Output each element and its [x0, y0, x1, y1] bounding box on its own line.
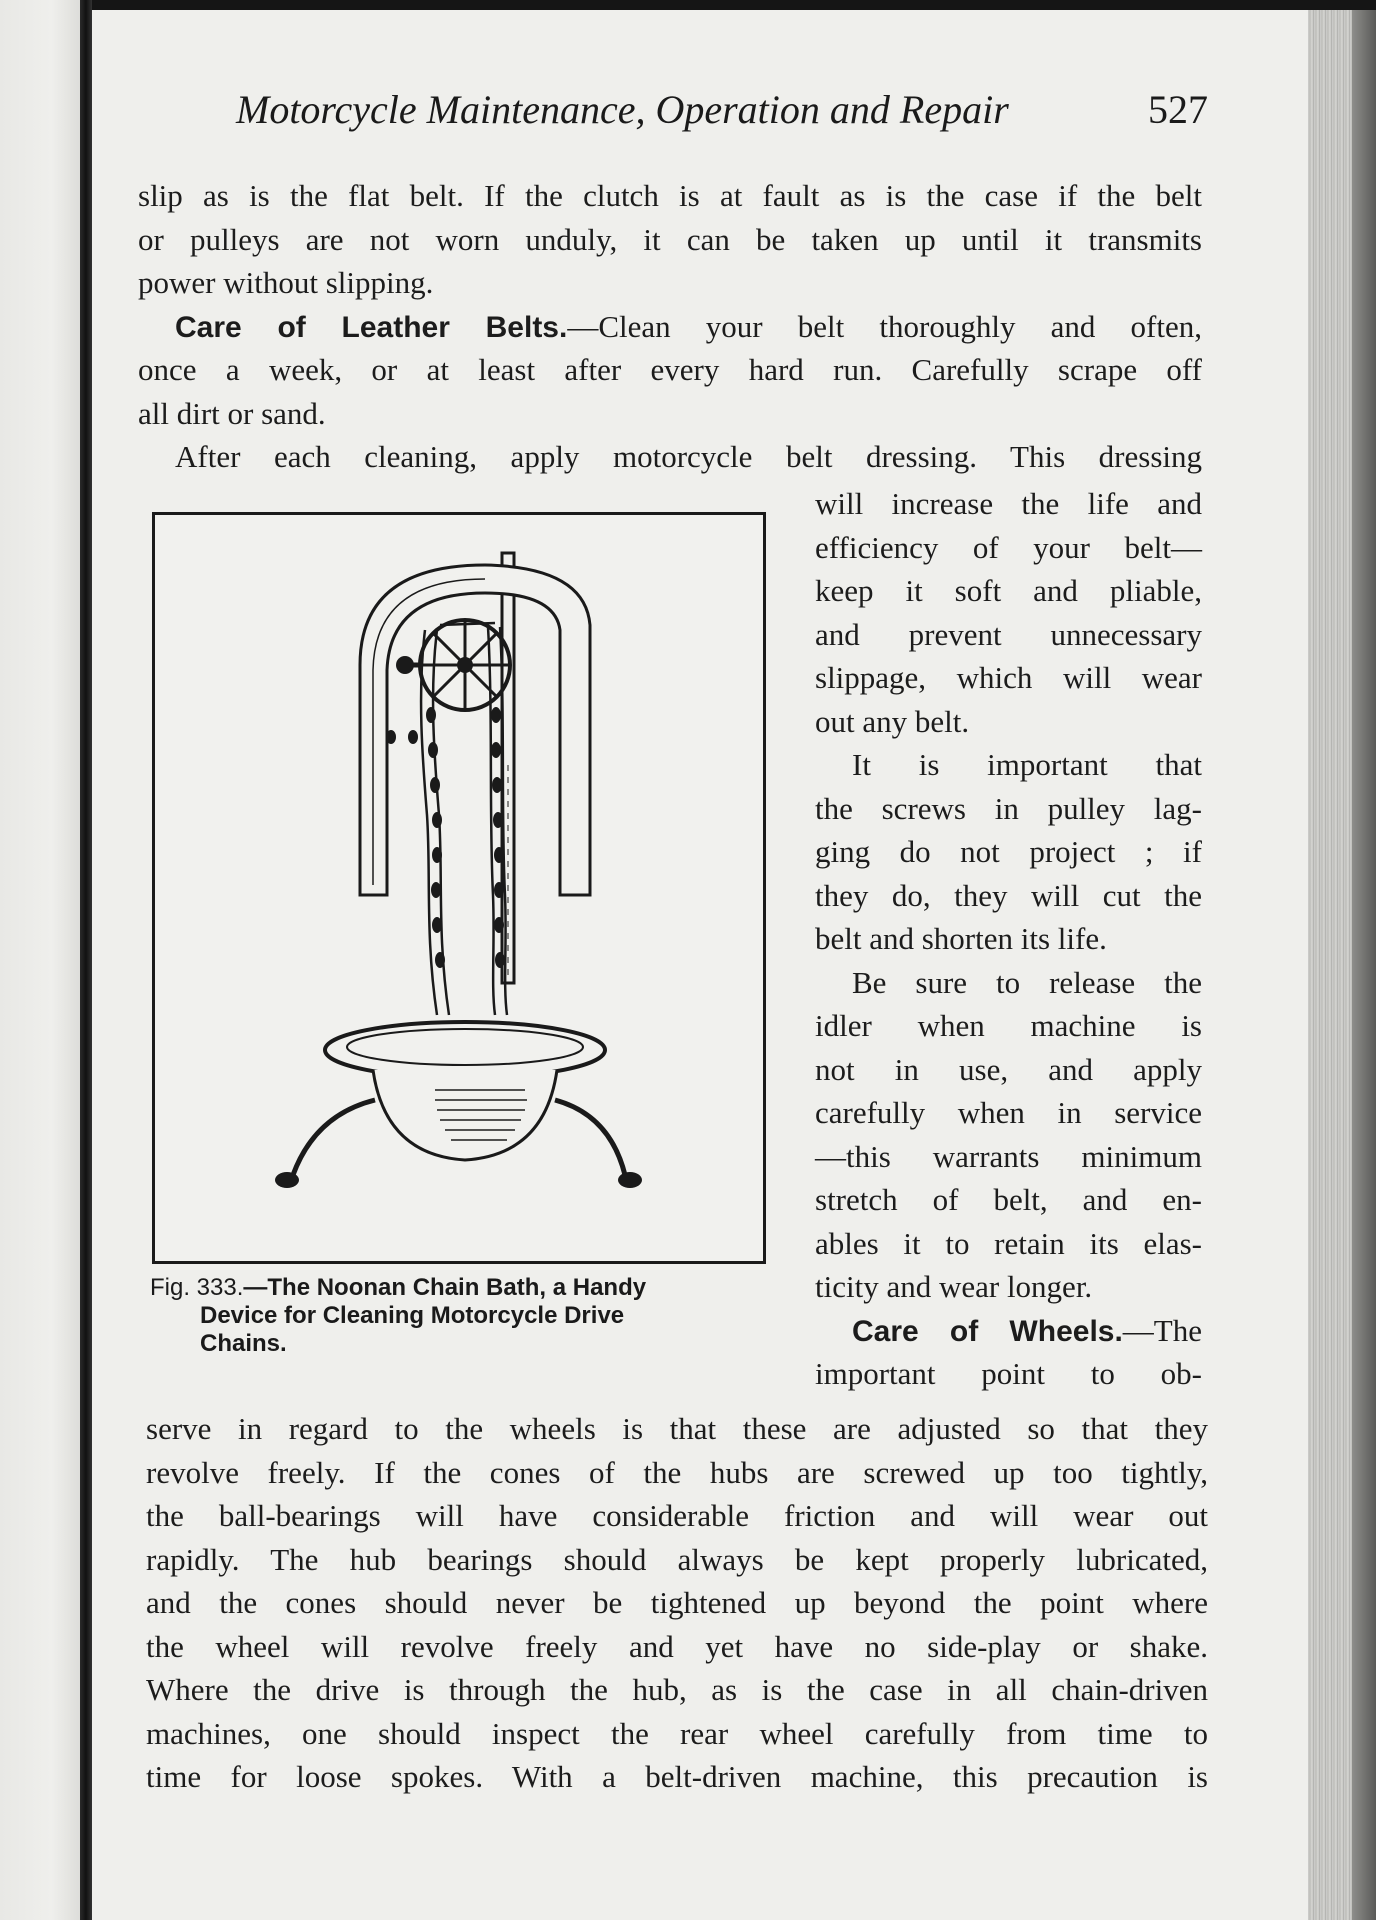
text-line: not in use, and apply	[815, 1051, 1202, 1087]
running-header	[236, 82, 1208, 142]
text-line: once a week, or at least after every hard run. Carefully scrape off	[138, 352, 1202, 387]
text-line: and prevent unnecessary	[815, 616, 1202, 652]
text-line: It is important that	[852, 747, 1202, 782]
sprocket-wheel	[396, 620, 510, 710]
text-span: —Clean your belt thoroughly and often,	[567, 308, 1202, 344]
book-gutter	[80, 0, 92, 1920]
text-line: After each cleaning, apply motorcycle belt dressing. This dressing	[175, 439, 1202, 474]
page-stack-shadow	[1352, 10, 1376, 1920]
text-line: important point to ob-	[815, 1356, 1202, 1391]
top-text-block	[138, 174, 1202, 479]
text-line: —this warrants minimum	[815, 1138, 1202, 1174]
text-line: the screws in pulley lag-	[815, 790, 1202, 826]
text-line: will increase the life and	[815, 486, 1202, 521]
section-heading-wheels: Care of Wheels.	[852, 1314, 1123, 1348]
figure-illustration	[152, 512, 766, 1264]
text-line: and the cones should never be tightened up beyond the point where	[146, 1585, 1208, 1620]
text-line: they do, they will cut the	[815, 877, 1202, 913]
text-line: all dirt or sand.	[138, 395, 326, 431]
oil-basin	[325, 1022, 605, 1160]
left-page-edge	[0, 0, 86, 1920]
section-heading-leather-belts: Care of Leather Belts.	[175, 310, 568, 344]
text-line: keep it soft and pliable,	[815, 573, 1202, 608]
text-line: the wheel will revolve freely and yet have no side-play or shake.	[146, 1628, 1208, 1664]
chain-links	[386, 707, 505, 968]
text-line: carefully when in service	[815, 1095, 1202, 1130]
left-foot	[275, 1172, 299, 1188]
text-line: Where the drive is through the hub, as is the case in all chain-driven	[146, 1672, 1208, 1707]
text-line: slippage, which will wear	[815, 660, 1202, 695]
text-line: the ball-bearings will have considerable friction and will wear out	[146, 1498, 1208, 1533]
text-line: serve in regard to the wheels is that these are adjusted so that they	[146, 1411, 1208, 1446]
chain-bath-drawing	[155, 515, 763, 1261]
text-line: belt and shorten its life.	[815, 921, 1107, 956]
text-line: stretch of belt, and en-	[815, 1182, 1202, 1217]
text-line: power without slipping.	[138, 265, 434, 300]
text-line: machines, one should inspect the rear wheel carefully from time to	[146, 1715, 1208, 1751]
text-line: efficiency of your belt—	[815, 529, 1202, 565]
text-line: idler when machine is	[815, 1008, 1202, 1043]
text-line: ging do not project ; if	[815, 834, 1202, 869]
figure-label: Fig. 333.	[150, 1274, 244, 1301]
wheels-paragraph-start	[815, 1309, 1202, 1353]
right-column-text	[815, 482, 1202, 1396]
caption-line	[150, 1274, 778, 1302]
caption-text: —The Noonan Chain Bath, a Handy	[243, 1274, 647, 1301]
leather-belts-paragraph-start	[138, 305, 1202, 349]
caption-line: Device for Cleaning Motorcycle Drive	[200, 1302, 625, 1329]
text-span: —The	[1122, 1312, 1202, 1348]
leather-belt	[360, 565, 590, 895]
text-line: revolve freely. If the cones of the hubs are screwed up too tightly,	[146, 1454, 1208, 1490]
text-line: time for loose spokes. With a belt-driven machine, this precaution is	[146, 1759, 1208, 1794]
text-line: ticity and wear longer.	[815, 1269, 1093, 1304]
text-line: or pulleys are not worn unduly, it can be taken up until it transmits	[138, 221, 1202, 257]
right-foot	[618, 1172, 642, 1188]
text-line: rapidly. The hub bearings should always be kept properly lubricated,	[146, 1541, 1208, 1577]
text-line: ables it to retain its elas-	[815, 1225, 1202, 1261]
page-number: 527	[1148, 87, 1208, 132]
running-title: Motorcycle Maintenance, Operation and Repair	[236, 87, 1009, 132]
text-line: Be sure to release the	[852, 964, 1202, 1000]
text-line: slip as is the flat belt. If the clutch is at fault as is the case if the belt	[138, 178, 1202, 213]
text-line: out any belt.	[815, 703, 970, 739]
bottom-text-block	[146, 1407, 1208, 1799]
caption-line: Chains.	[200, 1330, 287, 1357]
figure-caption	[150, 1274, 778, 1358]
